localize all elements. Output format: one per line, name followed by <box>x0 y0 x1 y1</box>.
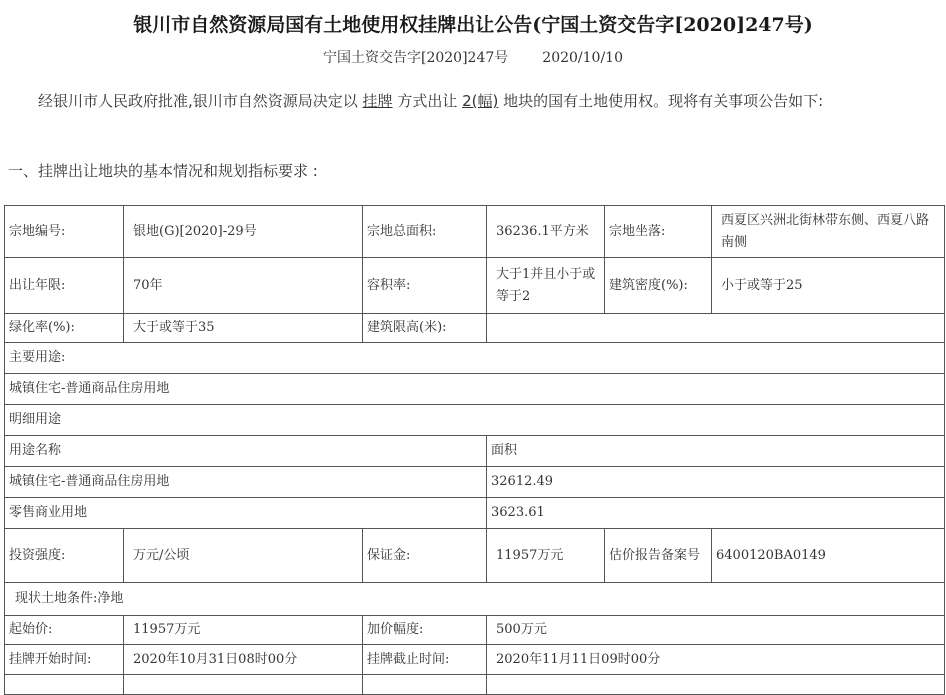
label-listing-start: 挂牌开始时间: <box>5 645 124 675</box>
table-row <box>5 616 945 645</box>
label-plot-ratio: 容积率: <box>363 258 487 314</box>
value-deposit: 11957万元 <box>487 529 605 583</box>
label-listing-end: 挂牌截止时间: <box>363 645 487 675</box>
parcel-count: 2(幅) <box>462 92 499 110</box>
land-condition: 现状土地条件:净地 <box>5 583 945 616</box>
table-row <box>5 529 945 583</box>
value-height-limit <box>487 314 945 343</box>
label-height-limit: 建筑限高(米): <box>363 314 487 343</box>
value-location: 西夏区兴洲北街林带东侧、西夏八路南侧 <box>712 206 945 258</box>
document-number: 宁国土资交告字[2020]247号 <box>323 50 509 66</box>
value-term: 70年 <box>124 258 363 314</box>
value-starting-price: 11957万元 <box>124 616 363 645</box>
label-starting-price: 起始价: <box>5 616 124 645</box>
label-main-use: 主要用途: <box>5 343 945 374</box>
label-detail-use: 明细用途 <box>5 405 945 436</box>
label-total-area: 宗地总面积: <box>363 206 487 258</box>
intro-paragraph <box>8 88 938 114</box>
use-area: 3623.61 <box>487 498 945 529</box>
value-listing-end: 2020年11月11日09时00分 <box>487 645 945 675</box>
label-building-density: 建筑密度(%): <box>605 258 712 314</box>
label-appraisal-record-no: 估价报告备案号 <box>605 529 712 583</box>
label-location: 宗地坐落: <box>605 206 712 258</box>
table-row <box>5 405 945 436</box>
table-row <box>5 206 945 258</box>
use-name: 零售商业用地 <box>5 498 487 529</box>
publish-date: 2020/10/10 <box>542 50 623 66</box>
value-bid-increment: 500万元 <box>487 616 945 645</box>
table-row <box>5 498 945 529</box>
table-row <box>5 314 945 343</box>
table-row <box>5 645 945 675</box>
table-row <box>5 467 945 498</box>
parcel-info-table <box>4 205 945 695</box>
document-meta <box>0 47 946 67</box>
table-row <box>5 583 945 616</box>
value-listing-start: 2020年10月31日08时00分 <box>124 645 363 675</box>
intro-text-1: 经银川市人民政府批准,银川市自然资源局决定以 <box>38 92 363 110</box>
value-greening-rate: 大于或等于35 <box>124 314 363 343</box>
header-use-name: 用途名称 <box>5 436 487 467</box>
label-deposit: 保证金: <box>363 529 487 583</box>
label-term: 出让年限: <box>5 258 124 314</box>
table-row <box>5 436 945 467</box>
label-parcel-no: 宗地编号: <box>5 206 124 258</box>
label-greening-rate: 绿化率(%): <box>5 314 124 343</box>
use-area: 32612.49 <box>487 467 945 498</box>
header-use-area: 面积 <box>487 436 945 467</box>
value-appraisal-record-no: 6400120BA0149 <box>712 529 945 583</box>
intro-text-3: 地块的国有土地使用权。现将有关事项公告如下: <box>498 92 824 110</box>
value-parcel-no: 银地(G)[2020]-29号 <box>124 206 363 258</box>
transfer-method: 挂牌 <box>362 92 393 110</box>
value-plot-ratio: 大于1并且小于或等于2 <box>487 258 605 314</box>
value-main-use: 城镇住宅-普通商品住房用地 <box>5 374 945 405</box>
table-row <box>5 374 945 405</box>
use-name: 城镇住宅-普通商品住房用地 <box>5 467 487 498</box>
value-investment-intensity: 万元/公顷 <box>124 529 363 583</box>
table-row <box>5 258 945 314</box>
value-total-area: 36236.1平方米 <box>487 206 605 258</box>
page-title: 银川市自然资源局国有土地使用权挂牌出让公告(宁国土资交告字[2020]247号) <box>133 14 813 36</box>
label-bid-increment: 加价幅度: <box>363 616 487 645</box>
section-heading: 一、挂牌出让地块的基本情况和规划指标要求 : <box>8 162 318 180</box>
value-building-density: 小于或等于25 <box>712 258 945 314</box>
table-row <box>5 343 945 374</box>
label-investment-intensity: 投资强度: <box>5 529 124 583</box>
intro-text-2: 方式出让 <box>392 92 463 110</box>
